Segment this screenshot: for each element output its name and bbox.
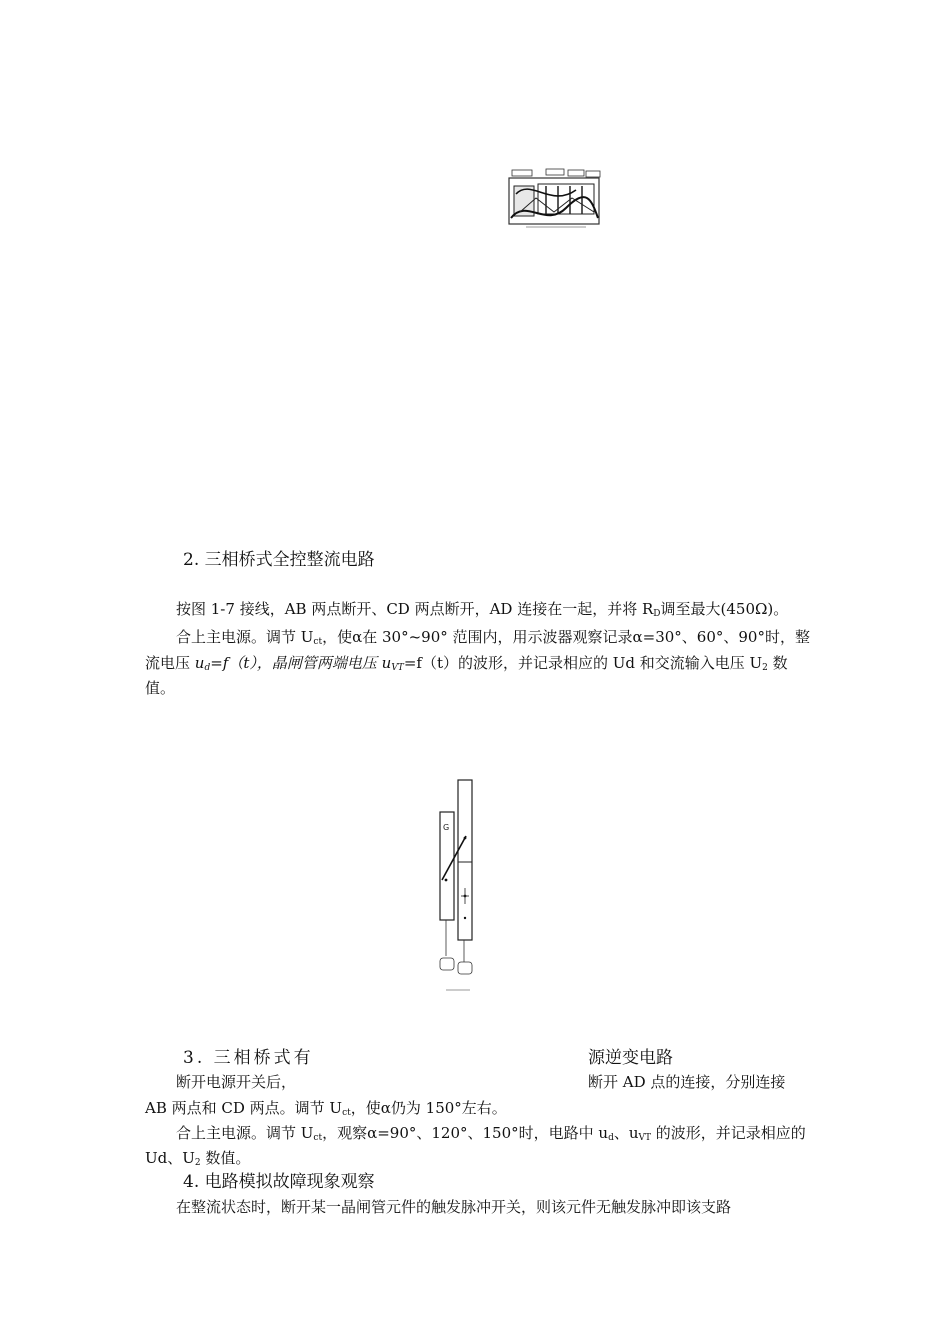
section-2-paragraph-line-4: 值。 — [145, 679, 176, 697]
svg-text:G: G — [443, 823, 450, 832]
section-2-paragraph-line-3: 流电压 $u_d=f(t)$，晶闸管两端电压 $u_{VT}=f(t)$的波形，并记录相应的 Ud 和交流输入电压 $U_2$ 数 — [145, 654, 788, 673]
section-3-line-4: Ud、$U_2$ 数值。 — [145, 1149, 251, 1168]
section-3-line-1-left: 断开电源开关后， — [176, 1073, 297, 1091]
section-3-line-3: 合上主电源。调节 $U_{ct}$，观察α=90°、120°、150°时，电路中 $u_d$、$u_{VT}$ 的波形，并记录相应的 — [176, 1124, 806, 1143]
wiring-figure-top — [506, 168, 604, 232]
wiring-figure-middle — [436, 778, 502, 998]
section-3-line-2: AB 两点和 CD 两点。调节 $U_{ct}$，使α仍为 150°左右。 — [145, 1099, 507, 1118]
section-4-line-1: 在整流状态时，断开某一晶闸管元件的触发脉冲开关，则该元件无触发脉冲即该支路 — [176, 1198, 732, 1216]
section-3-heading-right: 源逆变电路 — [588, 1048, 673, 1068]
section-4-heading: 4. 电路模拟故障现象观察 — [183, 1172, 375, 1192]
section-2-heading: 2. 三相桥式全控整流电路 — [183, 550, 375, 570]
section-2-paragraph-line-1: 按图 1-7 接线，AB 两点断开、CD 两点断开，AD 连接在一起，并将 $R_D$调至最大(450Ω)。 — [176, 600, 789, 619]
section-3-heading-left: 3. 三相桥式有 — [183, 1048, 314, 1068]
section-2-paragraph-line-2: 合上主电源。调节 $U_{ct}$，使α在 30°~90° 范围内，用示波器观察记录α=30°、60°、90°时，整 — [176, 628, 810, 647]
section-3-line-1-right: 断开 AD 点的连接，分别连接 — [588, 1073, 786, 1091]
